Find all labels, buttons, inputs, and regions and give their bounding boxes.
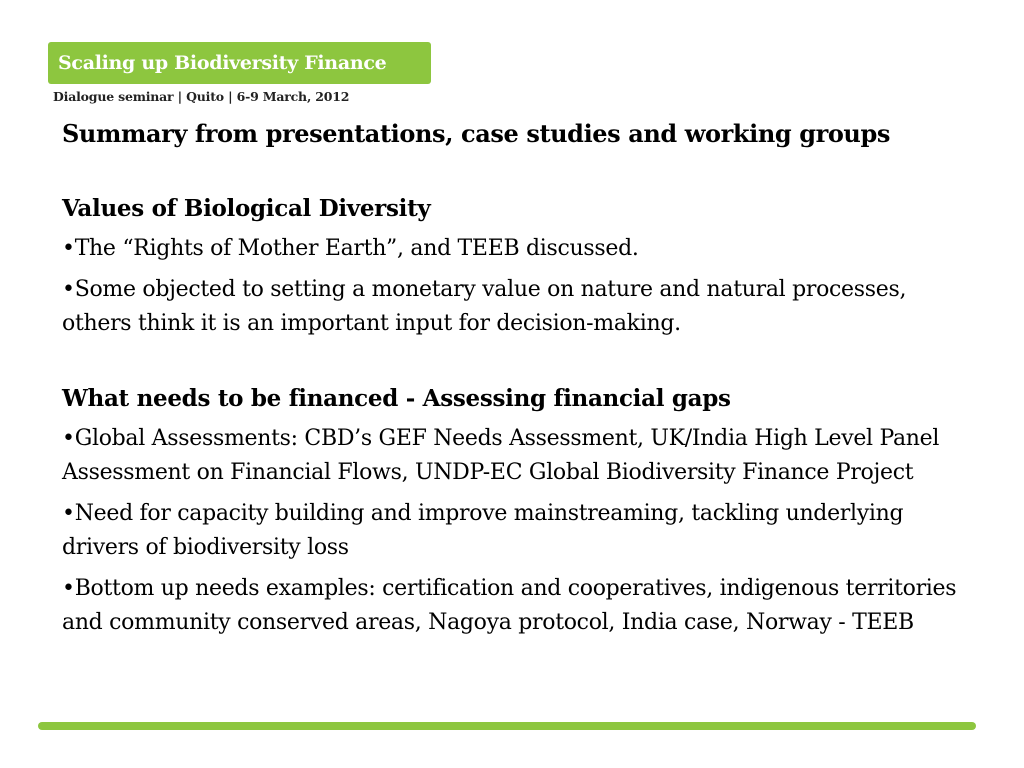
section-heading: Values of Biological Diversity — [62, 195, 431, 222]
section-values — [62, 192, 962, 341]
title-banner — [48, 42, 431, 84]
bullet-item — [62, 273, 962, 341]
bullet-item — [62, 232, 962, 266]
bullet-item — [62, 422, 962, 490]
section-financing — [62, 382, 962, 640]
bullet-text: Global Assessments: CBD’s GEF Needs Assessment, UK/India High Level Panel Assessment on Financial Flows, UNDP-EC Global Biodiversity Finance Project — [62, 426, 940, 485]
bullet-item — [62, 572, 962, 640]
banner-title: Scaling up Biodiversity Finance — [58, 52, 387, 74]
bullet-text: The “Rights of Mother Earth”, and TEEB discussed. — [74, 236, 639, 261]
bullet-text: Need for capacity building and improve mainstreaming, tackling underlying drivers of biodiversity loss — [62, 501, 904, 560]
bullet-icon: • — [62, 277, 75, 302]
bullet-icon: • — [62, 501, 75, 526]
event-subtitle: Dialogue seminar | Quito | 6-9 March, 2012 — [53, 89, 350, 104]
slide-content — [62, 116, 962, 647]
bullet-text: Bottom up needs examples: certification and cooperatives, indigenous territories and community conserved areas, Nagoya protocol, India case, Norway - TEEB — [62, 576, 957, 635]
bullet-item — [62, 497, 962, 565]
footer-divider — [38, 722, 976, 730]
section-heading: What needs to be financed - Assessing financial gaps — [62, 385, 731, 412]
bullet-icon: • — [62, 236, 75, 261]
bullet-text: Some objected to setting a monetary value on nature and natural processes, others think it is an important input for decision-making. — [62, 277, 907, 336]
bullet-icon: • — [62, 576, 75, 601]
bullet-icon: • — [62, 426, 75, 451]
section-spacer — [62, 348, 962, 382]
slide-heading: Summary from presentations, case studies and working groups — [62, 119, 890, 148]
